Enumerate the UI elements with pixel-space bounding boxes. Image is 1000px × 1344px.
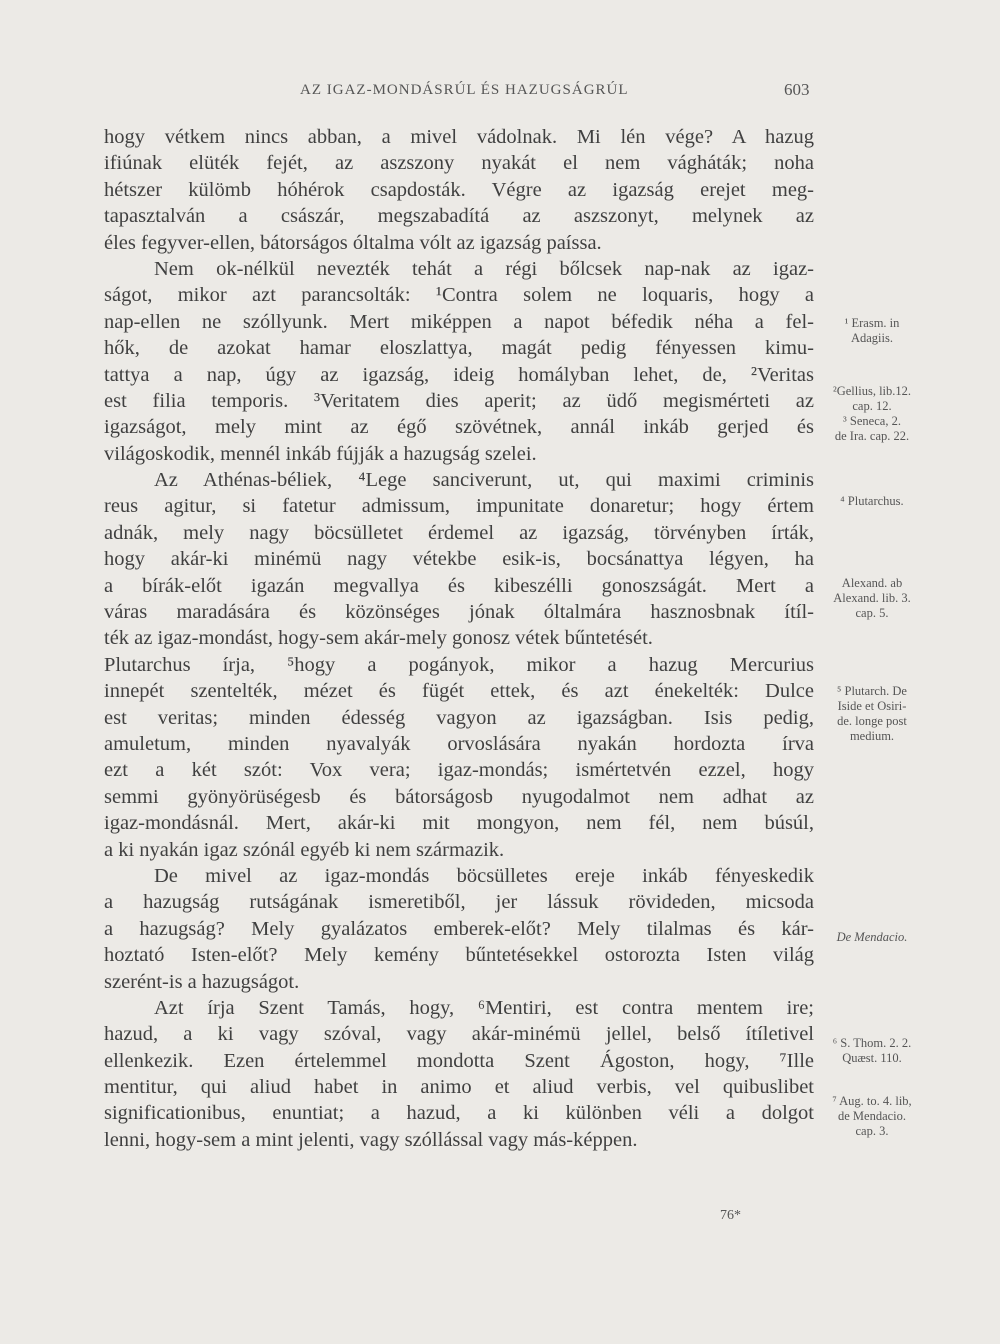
text-line: adnák, mely nagy böcsülletet érdemel az igazság, törvényben írták, [104,521,814,544]
running-title: AZ IGAZ-MONDÁSRÚL ÉS HAZUGSÁGRÚL [300,82,629,98]
text-line: ifiúnak elüték fejét, az aszszony nyakát el nem vágháták; noha [104,152,814,175]
text-line: hoztató Isten-előt? Mely kemény bűntetésekkel ostorozta Isten világ [104,944,814,967]
text-line: Azt írja Szent Tamás, hogy, ⁶Mentiri, est contra mentem ire; [154,996,814,1019]
text-line: hogy vétkem nincs abban, a mivel vádolnak. Mi lén vége? A hazug [104,126,814,148]
text-line: nap-ellen ne szóllyunk. Mert miképpen a napot béfedik néha a fel- [104,310,814,333]
margin-note-plutarchus: ⁴ Plutarchus. [840,494,904,508]
text-line: mentitur, qui aliud habet in animo et aliud verbis, vel quibuslibet [104,1076,814,1099]
margin-note-thomas: ⁶ S. Thom. 2. 2. Quæst. 110. [832,1036,912,1065]
margin-note-de-mendacio: De Mendacio. [836,930,908,944]
text-line: éles fegyver-ellen, bátorságos óltalma vólt az igazság paíssa. [104,231,602,254]
margin-note-alexander: Alexand. ab Alexand. lib. 3. cap. 5. [833,576,911,620]
text-line: significationibus, enuntiat; a hazud, a ki különben véli a dolgot [104,1102,814,1125]
text-line: hők, de azokat hamar eloszlattya, magát pedig fényessen kimu- [104,337,814,360]
text-line: a bírák-előt igazán megvallya és kibeszélli gonoszságát. Mert a [104,574,814,597]
text-line: ték az igaz-mondást, hogy-sem akár-mely gonosz vétek bűntetését. [104,627,653,650]
text-line: reus agitur, si fatetur admissum, impunitate donaretur; hogy értem [104,495,814,518]
text-line: est veritas; minden édesség vagyon az igazságban. Isis pedig, [104,706,814,729]
main-text [104,124,814,1153]
text-line: igaz-mondásnál. Mert, akár-ki mit mongyon, nem fél, nem búsúl, [104,812,814,835]
text-line: hogy akár-ki minémü nagy vétekbe esik-is, bocsánattya légyen, ha [104,548,814,571]
margin-note-plutarch-isis: ⁵ Plutarch. De Iside et Osiri- de. longe post medium. [837,684,907,743]
text-line: De mivel az igaz-mondás böcsülletes ereje inkáb fényeskedik [154,864,814,887]
text-line: a ki nyakán igaz szónál egyéb ki nem származik. [104,838,505,861]
signature-mark: 76* [720,1208,741,1223]
text-line: szerént-is a hazugságot. [104,970,300,993]
text-line: Az Athénas-béliek, ⁴Lege sanciverunt, ut, qui maximi criminis [154,469,814,492]
margin-note-erasmus: ¹ Erasm. in Adagiis. [844,316,900,345]
text-line: váras maradására és közönséges jónak óltalmára hasznosbnak ítíl- [104,601,814,624]
text-line: Plutarchus írja, ⁵hogy a pogányok, mikor a hazug Mercurius [104,653,814,676]
text-line: ellenkezik. Ezen értelemmel mondotta Szent Ágoston, hogy, ⁷Ille [104,1049,814,1072]
text-line: világoskodik, mennél inkáb fújják a hazugság szelei. [104,442,537,465]
text-line: Nem ok-nélkül nevezték tehát a régi bőlcsek nap-nak az igaz- [154,257,814,280]
page-number: 603 [784,80,810,99]
text-line: a hazugság rutságának ismeretiből, jer lássuk rövideden, micsoda [104,891,814,914]
text-line: hétszer külömb hóhérok csapdosták. Végre az igazság erejet meg- [104,178,814,201]
text-line: ságot, mikor azt parancsolták: ¹Contra solem ne loquaris, hogy a [104,284,814,307]
margin-note-gellius: ²Gellius, lib.12. cap. 12. ³ Seneca, 2. de Ira. cap. 22. [832,384,912,443]
text-line: innepét szentelték, mézet és fügét ettek, és azt énekelték: Dulce [104,680,814,703]
text-line: est filia temporis. ³Veritatem dies aperit; az üdő megismérteti az [104,389,814,412]
text-line: igazságot, mely mint az égő szövétnek, annál inkáb gerjed és [104,416,814,439]
text-line: semmi gyönyörüségesb és bátorságosb nyugodalmot nem adhat az [104,785,814,808]
text-line: ezt a két szót: Vox vera; igaz-mondás; ismértetvén ezzel, hogy [104,759,814,782]
text-line: lenni, hogy-sem a mint jelenti, vagy szóllással vagy más-képpen. [104,1128,638,1151]
text-line: tattya a nap, úgy az igazság, ideig homályban lehet, de, ²Veritas [104,363,814,386]
text-line: hazud, a ki vagy szóval, vagy akár-minémü jellel, belső ítíletivel [104,1023,814,1046]
text-line: amuletum, minden nyavalyák orvoslására nyakán hordozta írva [104,732,814,755]
text-line: tapasztalván a császár, megszabadítá az aszszonyt, melynek az [104,205,814,228]
text-line: a hazugság? Mely gyalázatos emberek-előt? Mely tilalmas és kár- [104,917,814,940]
margin-note-augustine: ⁷ Aug. to. 4. lib, de Mendacio. cap. 3. [832,1094,912,1138]
